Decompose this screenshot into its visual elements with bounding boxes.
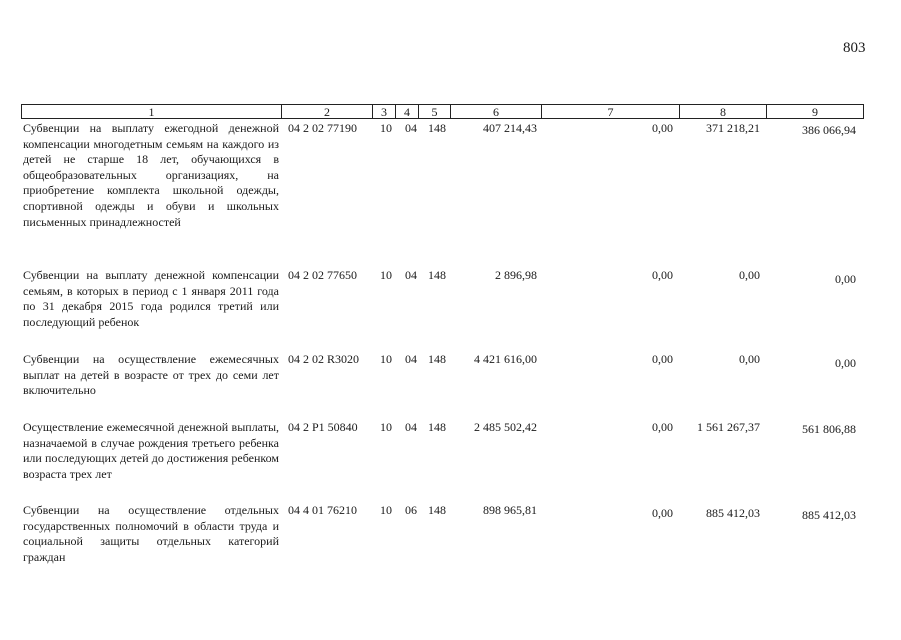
row-col-4: 04 — [405, 420, 417, 434]
row-col-7: 0,00 — [652, 506, 673, 520]
row-code: 04 2 P1 50840 — [288, 420, 358, 434]
row-col-8: 885 412,03 — [706, 506, 760, 520]
row-col-3: 10 — [380, 352, 392, 366]
row-col-6: 2 896,98 — [495, 268, 537, 282]
row-col-8: 0,00 — [739, 352, 760, 366]
header-col-3: 3 — [372, 105, 395, 118]
row-code: 04 2 02 77650 — [288, 268, 357, 282]
row-code: 04 2 02 R3020 — [288, 352, 360, 366]
row-col-8: 0,00 — [739, 268, 760, 282]
row-col-4: 04 — [405, 352, 417, 366]
row-col-9: 885 412,03 — [802, 508, 856, 522]
row-col-5: 148 — [428, 352, 446, 366]
table-header — [21, 104, 864, 119]
row-col-5: 148 — [428, 503, 446, 517]
header-col-4: 4 — [395, 105, 418, 118]
header-col-7: 7 — [541, 105, 679, 118]
row-name: Осуществление ежемесячной денежной выплаты, назначаемой в случае рождения третьего ребенка или последующих детей до достижения ребенком возраста трех лет — [23, 420, 279, 481]
header-col-1: 1 — [148, 105, 155, 119]
row-col-4: 04 — [405, 121, 417, 135]
row-col-5: 148 — [428, 121, 446, 135]
row-col-9: 0,00 — [835, 272, 856, 286]
header-col-5: 5 — [418, 105, 450, 118]
row-col-8: 1 561 267,37 — [697, 420, 760, 434]
row-col-3: 10 — [380, 268, 392, 282]
row-col-9: 0,00 — [835, 356, 856, 370]
row-col-5: 148 — [428, 268, 446, 282]
row-col-9: 386 066,94 — [802, 123, 856, 137]
header-col-9: 9 — [766, 105, 863, 118]
row-name: Субвенции на осуществление отдельных государственных полномочий в области труда и социальной защиты отдельных категорий граждан — [23, 503, 279, 564]
row-col-4: 06 — [405, 503, 417, 517]
row-col-3: 10 — [380, 420, 392, 434]
row-name: Субвенции на выплату ежегодной денежной компенсации многодетным семьям на каждого из детей не старше 18 лет, обучающихся в общеобразовательных организациях, на приобретение комплекта школьной одежды, спортивной одежды и обуви и школьных письменных принадлежностей — [23, 121, 279, 229]
row-col-6: 898 965,81 — [483, 503, 537, 517]
row-col-3: 10 — [380, 121, 392, 135]
row-col-7: 0,00 — [652, 268, 673, 282]
page-number: 803 — [843, 40, 866, 56]
row-col-8: 371 218,21 — [706, 121, 760, 135]
header-col-8: 8 — [679, 105, 766, 118]
row-col-7: 0,00 — [652, 352, 673, 366]
row-col-7: 0,00 — [652, 121, 673, 135]
row-col-7: 0,00 — [652, 420, 673, 434]
header-col-6: 6 — [450, 105, 541, 118]
row-col-5: 148 — [428, 420, 446, 434]
row-col-6: 407 214,43 — [483, 121, 537, 135]
row-col-9: 561 806,88 — [802, 422, 856, 436]
header-col-2: 2 — [281, 105, 372, 118]
row-col-6: 2 485 502,42 — [474, 420, 537, 434]
row-col-4: 04 — [405, 268, 417, 282]
row-name: Субвенции на выплату денежной компенсации семьям, в которых в период с 1 января 2011 года по 31 декабря 2015 года родился третий или последующий ребенок — [23, 268, 279, 329]
row-name: Субвенции на осуществление ежемесячных выплат на детей в возрасте от трех до семи лет включительно — [23, 352, 279, 398]
row-code: 04 2 02 77190 — [288, 121, 357, 135]
row-col-3: 10 — [380, 503, 392, 517]
row-col-6: 4 421 616,00 — [474, 352, 537, 366]
row-code: 04 4 01 76210 — [288, 503, 357, 517]
